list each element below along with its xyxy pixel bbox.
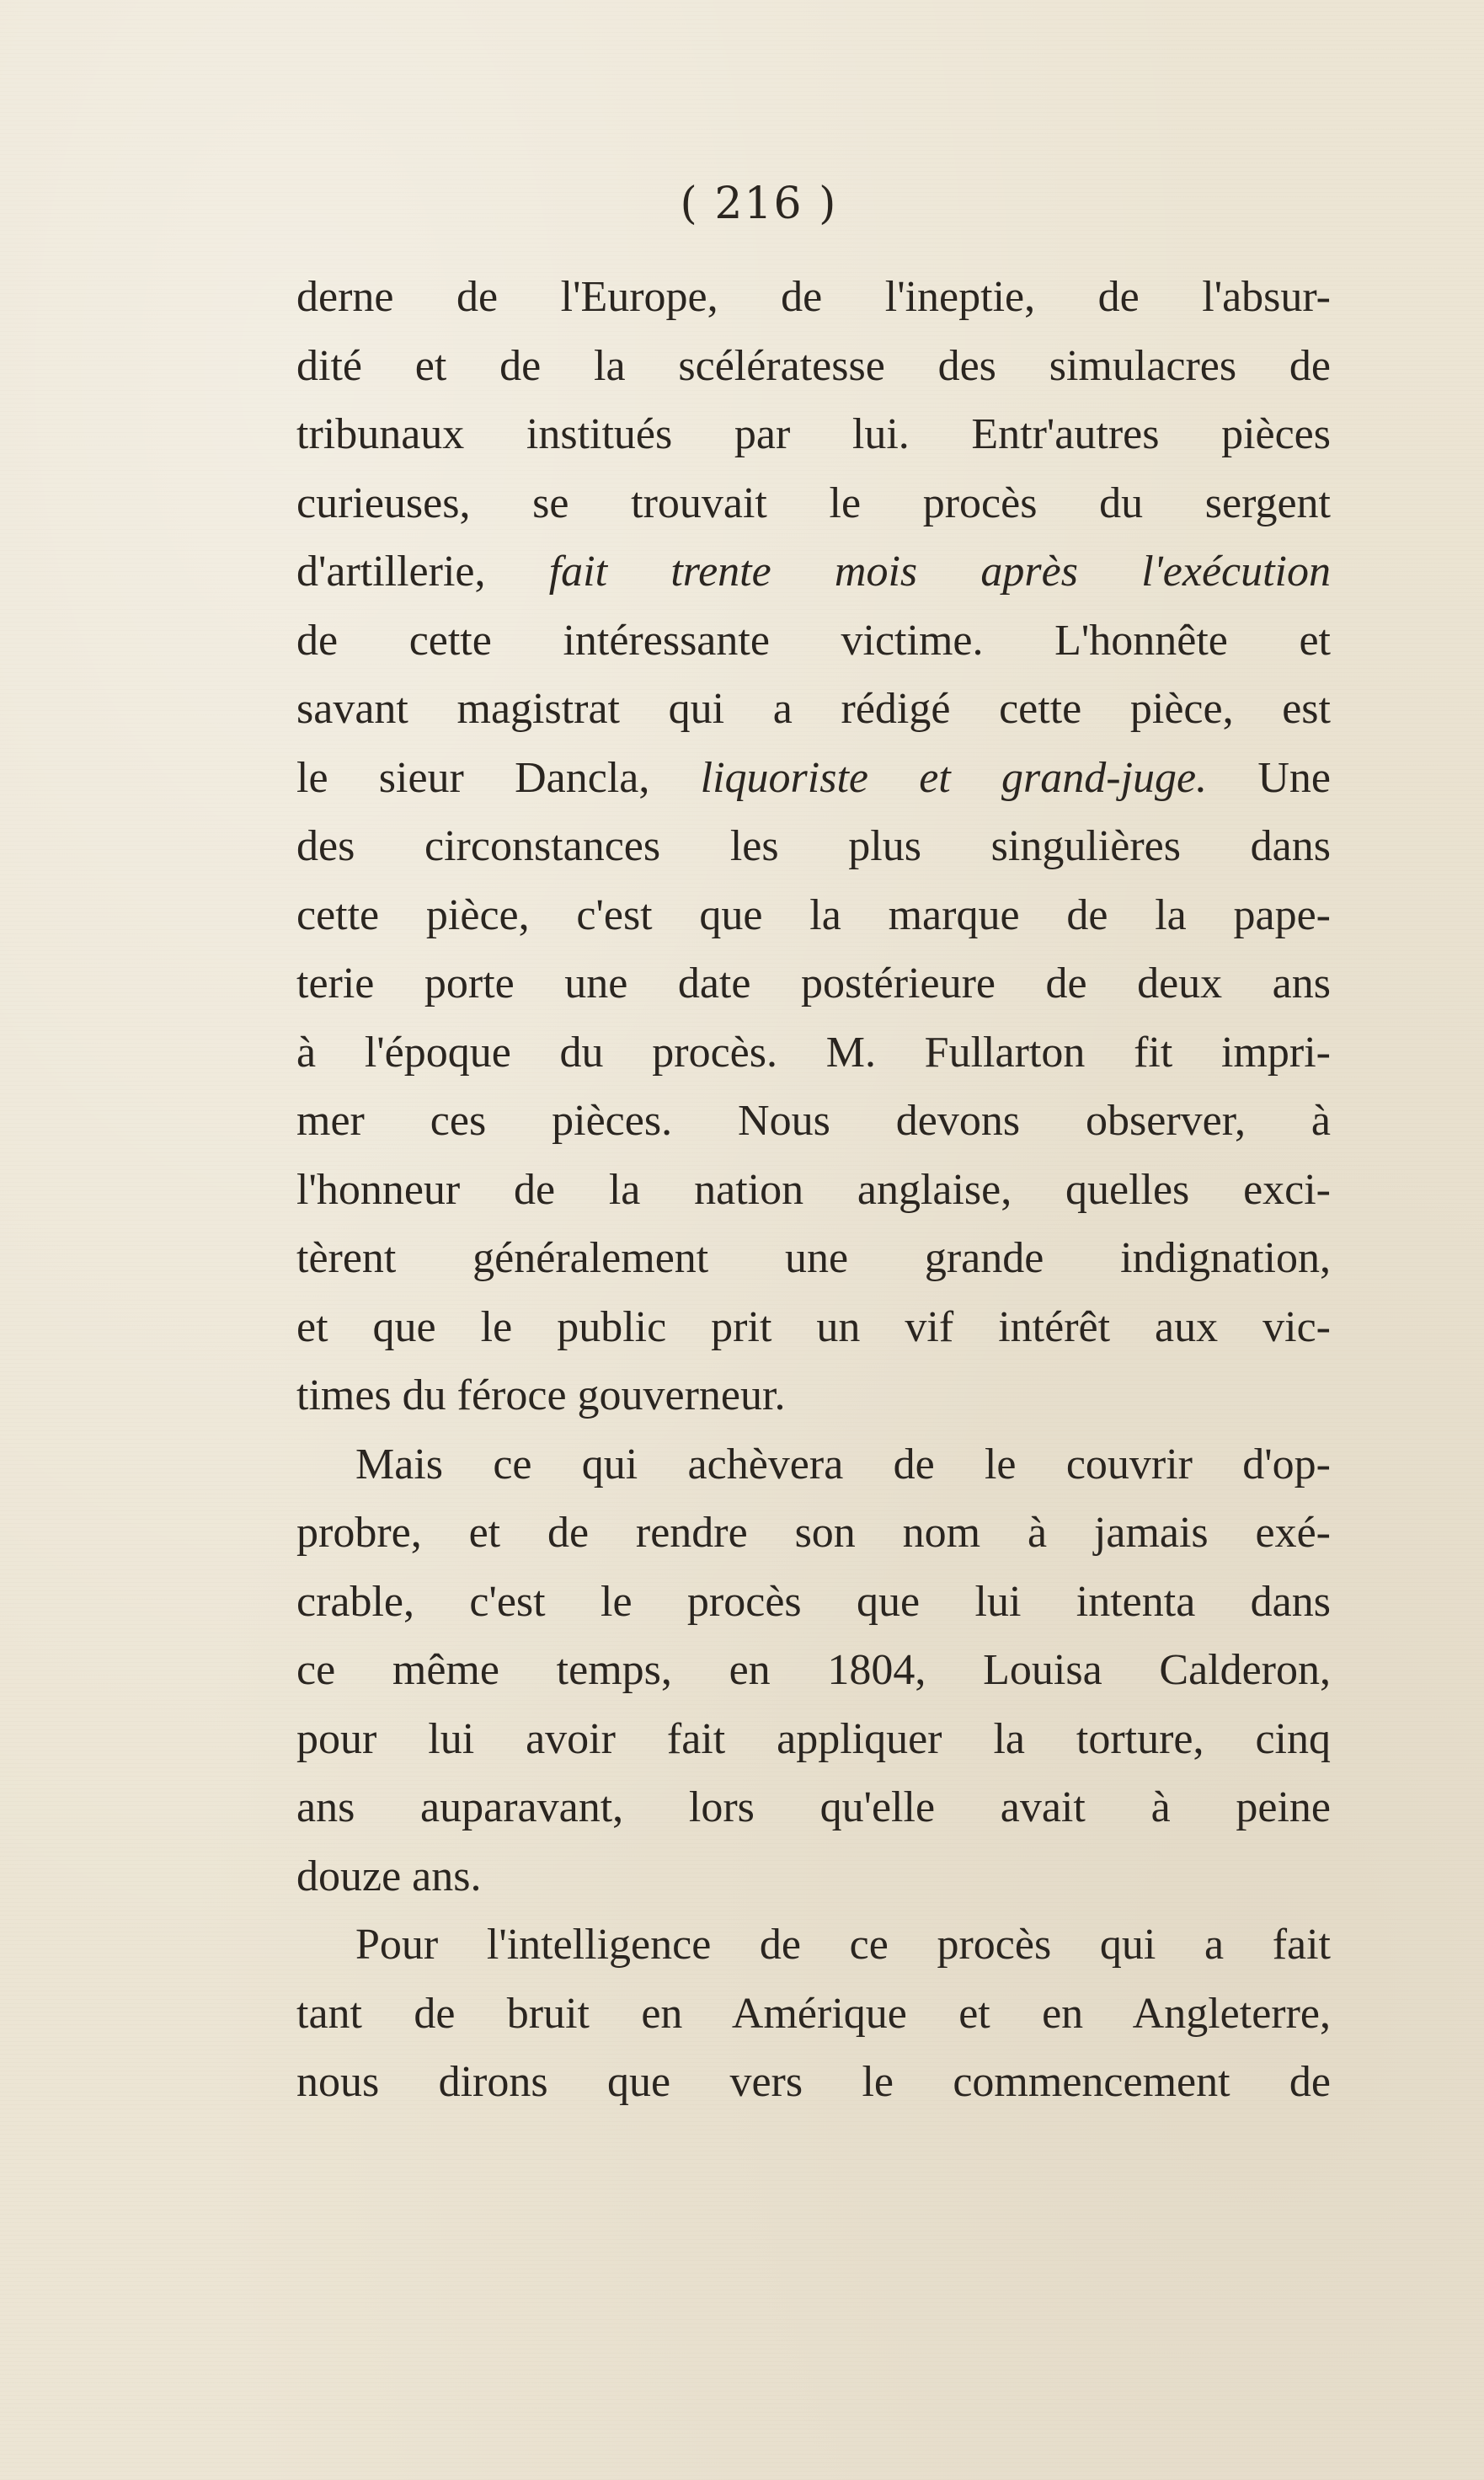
text-line: des circonstances les plus singulières dans bbox=[296, 822, 1331, 870]
text-line: dité et de la scélératesse des simulacres de bbox=[296, 341, 1331, 390]
body-text bbox=[296, 263, 1331, 2117]
text-line: Pour l'intelligence de ce procès qui a fait bbox=[355, 1921, 1331, 1969]
paragraph-1 bbox=[296, 263, 1331, 1430]
text-line: et que le public prit un vif intérêt aux vic- bbox=[296, 1302, 1331, 1351]
text-line: l'honneur de la nation anglaise, quelles exci- bbox=[296, 1165, 1331, 1214]
text-line: Mais ce qui achèvera de le couvrir d'op- bbox=[355, 1440, 1331, 1489]
text-line: ce même temps, en 1804, Louisa Calderon, bbox=[296, 1646, 1331, 1694]
text-line: à l'époque du procès. M. Fullarton fit impri- bbox=[296, 1028, 1331, 1077]
italic-text: liquoriste et grand-juge. bbox=[700, 753, 1208, 802]
text-line bbox=[296, 744, 1331, 813]
text-line: de cette intéressante victime. L'honnête et bbox=[296, 616, 1331, 665]
text-run: Une bbox=[1207, 753, 1331, 802]
text-line: derne de l'Europe, de l'ineptie, de l'absur- bbox=[296, 273, 1331, 321]
paragraph-3 bbox=[296, 1911, 1331, 2117]
text-line: douze ans. bbox=[296, 1852, 482, 1900]
text-line: curieuses, se trouvait le procès du sergent bbox=[296, 478, 1331, 527]
text-line: pour lui avoir fait appliquer la torture, cinq bbox=[296, 1714, 1331, 1763]
text-line bbox=[296, 537, 1331, 607]
text-line: ans auparavant, lors qu'elle avait à peine bbox=[296, 1783, 1331, 1831]
text-run: d'artillerie, bbox=[296, 548, 549, 596]
text-line: nous dirons que vers le commencement de bbox=[296, 2058, 1331, 2106]
text-run: le sieur Dancla, bbox=[296, 753, 701, 802]
text-line: probre, et de rendre son nom à jamais exé- bbox=[296, 1509, 1331, 1557]
text-line: cette pièce, c'est que la marque de la pape- bbox=[296, 890, 1331, 939]
paragraph-2 bbox=[296, 1430, 1331, 1911]
text-line: terie porte une date postérieure de deux ans bbox=[296, 959, 1331, 1008]
italic-text: fait trente mois après l'exécution bbox=[548, 548, 1331, 596]
text-line: mer ces pièces. Nous devons observer, à bbox=[296, 1097, 1331, 1145]
text-line: tant de bruit en Amérique et en Angleterre, bbox=[296, 1989, 1331, 2038]
text-line: savant magistrat qui a rédigé cette pièce, est bbox=[296, 685, 1331, 733]
text-line: tribunaux institués par lui. Entr'autres pièces bbox=[296, 410, 1331, 458]
text-line: crable, c'est le procès que lui intenta dans bbox=[296, 1577, 1331, 1626]
text-line: tèrent généralement une grande indignation, bbox=[296, 1234, 1331, 1282]
page-number: ( 216 ) bbox=[680, 179, 838, 229]
text-line: times du féroce gouverneur. bbox=[296, 1371, 786, 1419]
